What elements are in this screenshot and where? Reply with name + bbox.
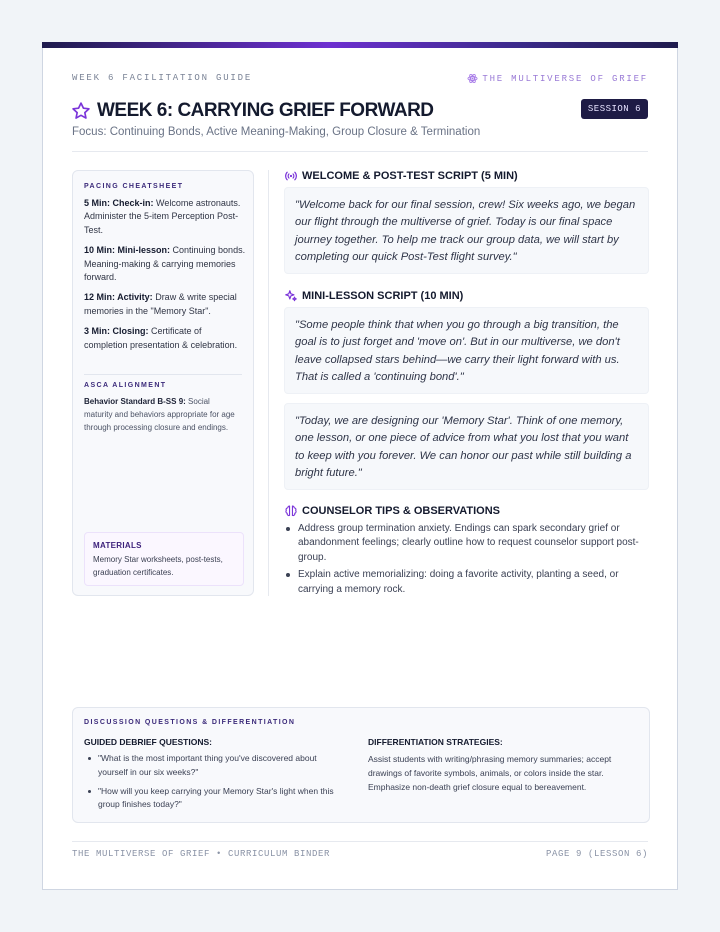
materials-text: Memory Star worksheets, post-tests, graduation certificates.	[93, 555, 223, 577]
tip-item: Explain active memorializing: doing a favorite activity, planting a seed, or carrying a memory rock.	[284, 568, 649, 597]
broadcast-icon	[284, 169, 298, 183]
pacing-time: 5 Min: Check-in:	[84, 198, 154, 208]
welcome-quote: "Welcome back for our final session, crew! Six weeks ago, we began our flight through the multiverse of grief. Today is our final space journey together. To help me track our group data, we will start by completing our quick Post-Test flight survey."	[284, 187, 649, 274]
page-title: WEEK 6: CARRYING GRIEF FORWARD	[97, 100, 434, 121]
pacing-text: Certificate of completion presentation & celebration.	[84, 326, 238, 350]
discussion-heading: DISCUSSION QUESTIONS & DIFFERENTIATION	[84, 719, 296, 726]
minilesson-heading-text: MINI-LESSON SCRIPT (10 MIN)	[302, 290, 464, 302]
differentiation-heading: DIFFERENTIATION STRATEGIES:	[368, 737, 503, 747]
materials-box	[84, 532, 244, 586]
focus-subtitle: Focus: Continuing Bonds, Active Meaning-Making, Group Closure & Termination	[72, 126, 481, 138]
tip-item: Address group termination anxiety. Endings can spark secondary grief or abandonment feelings; clearly outline how to request counselor support post-group.	[284, 522, 649, 565]
guided-heading: GUIDED DEBRIEF QUESTIONS:	[84, 737, 212, 747]
page-number: PAGE 9 (LESSON 6)	[545, 849, 648, 859]
top-accent-bar	[42, 42, 678, 48]
facilitation-guide-page	[42, 42, 678, 890]
tips-list	[284, 522, 649, 600]
session-badge: SESSION 6	[581, 99, 648, 119]
pacing-time: 10 Min: Mini-lesson:	[84, 245, 171, 256]
header-divider	[72, 151, 648, 152]
materials-heading: MATERIALS	[93, 541, 142, 550]
sparkles-icon	[284, 289, 298, 303]
welcome-heading-text: WELCOME & POST-TEST SCRIPT (5 MIN)	[302, 170, 518, 182]
guided-question: "How will you keep carrying your Memory Star's light when this group finishes today?"	[84, 785, 348, 813]
pacing-heading: PACING CHEATSHEET	[84, 183, 184, 190]
pacing-time: 12 Min: Activity:	[84, 292, 153, 303]
discussion-panel	[72, 707, 650, 823]
pacing-sidebar	[72, 170, 254, 596]
guided-question: "What is the most important thing you've discovered about yourself in our six weeks?"	[84, 752, 348, 780]
pacing-text: Draw & write special memories in the "Memory Star".	[84, 292, 237, 316]
pacing-item	[84, 325, 246, 352]
star-icon	[71, 101, 91, 121]
pacing-text: Welcome astronauts. Administer the 5-item Perception Post-Test.	[84, 198, 241, 235]
tips-heading	[284, 504, 500, 518]
minilesson-quote-1: "Some people think that when you go through a big transition, the goal is to just forget and 'move on'. But in our multiverse, we don't leave collapsed stars behind—we carry their light forward with us. That is called a 'continuing bond'."	[284, 307, 649, 394]
asca-standard: Behavior Standard B-SS 9:	[84, 397, 186, 406]
differentiation-text: Assist students with writing/phrasing memory summaries; accept drawings of favorite symbols, animals, or colors inside the star. Emphasize non-death grief closure equal to bereavement.	[368, 754, 612, 792]
asca-description: Social maturity and behaviors appropriate for age through processing closure and endings.	[84, 397, 235, 433]
brain-icon	[284, 504, 298, 518]
column-divider	[268, 170, 269, 596]
sidebar-divider	[84, 374, 242, 375]
asca-heading: ASCA ALIGNMENT	[84, 382, 167, 389]
footer-left: THE MULTIVERSE OF GRIEF • CURRICULUM BINDER	[72, 849, 331, 859]
pacing-item	[84, 291, 246, 318]
minilesson-heading	[284, 289, 463, 303]
asca-text	[84, 395, 236, 435]
pacing-text: Continuing bonds. Meaning-making & carrying memories forward.	[84, 245, 246, 283]
minilesson-quote-2: "Today, we are designing our 'Memory Star'. Think of one memory, one lesson, or one piece of advice from what you lost that you want to keep with you forever. We can honor our past while still building a bright future."	[284, 403, 649, 490]
footer-divider	[72, 841, 648, 842]
pacing-time: 3 Min: Closing:	[84, 326, 149, 337]
guide-label: WEEK 6 FACILITATION GUIDE	[72, 73, 253, 83]
title-row	[71, 100, 434, 122]
brand-label	[467, 73, 648, 84]
welcome-heading	[284, 169, 518, 183]
pacing-item	[84, 244, 246, 284]
guided-questions-list	[84, 752, 348, 817]
brand-text: THE MULTIVERSE OF GRIEF	[482, 73, 648, 84]
pacing-list	[84, 197, 246, 359]
tips-heading-text: COUNSELOR TIPS & OBSERVATIONS	[302, 505, 501, 517]
atom-icon	[467, 73, 478, 84]
pacing-item	[84, 197, 246, 237]
